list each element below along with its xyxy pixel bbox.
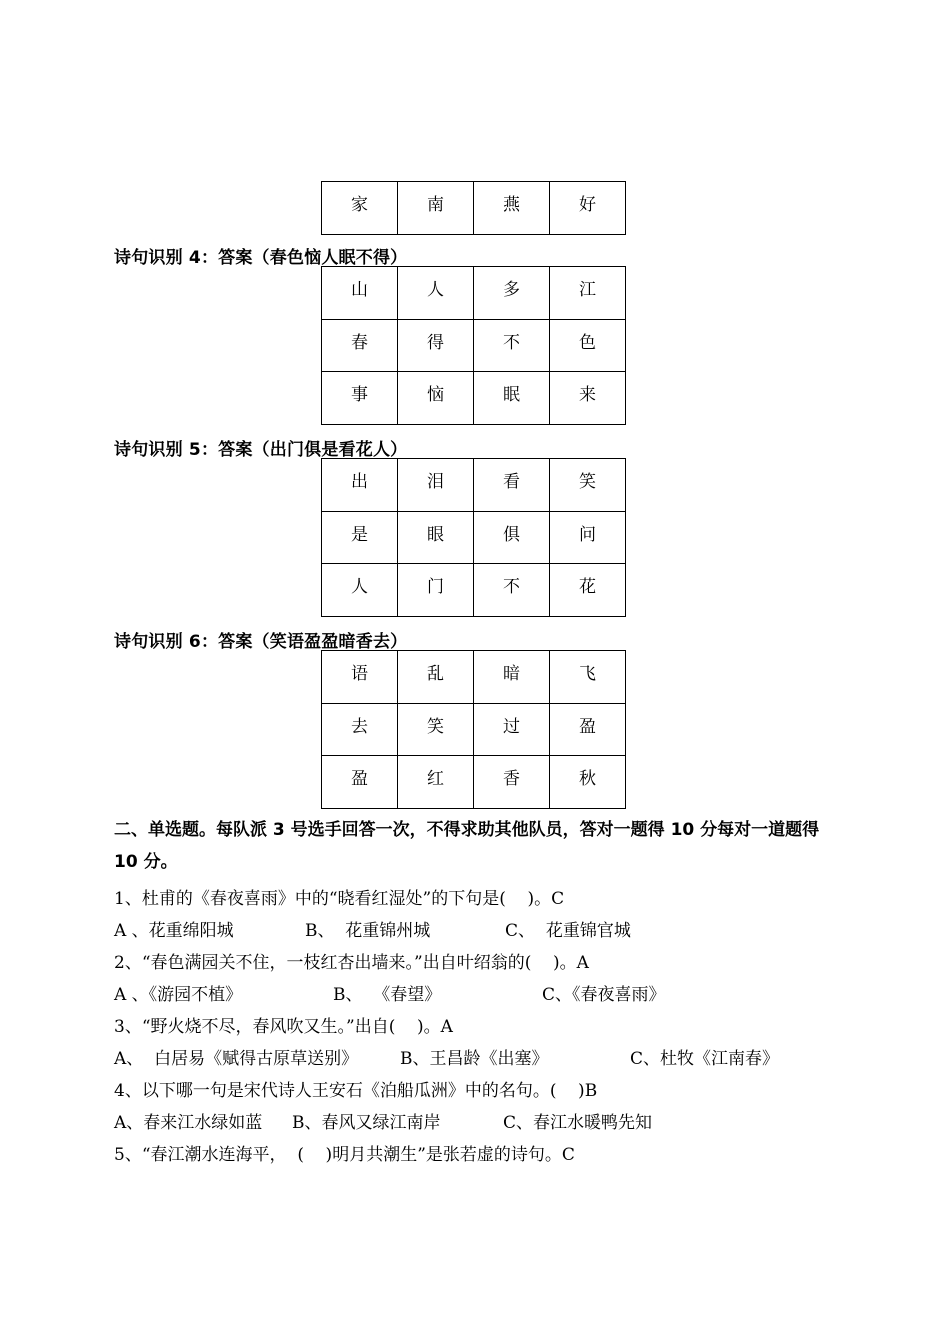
grid-cell: 花 [550,564,626,617]
q1-option-b: B、 花重锦州城 [305,921,431,941]
grid-cell: 家 [322,182,398,235]
char-grid-3-tail [321,181,626,235]
grid-row [322,267,626,320]
grid-cell: 红 [398,756,474,809]
grid-row [322,319,626,372]
grid-cell: 盈 [322,756,398,809]
char-grid-5 [321,458,626,617]
grid-cell: 南 [398,182,474,235]
char-grid-4 [321,266,626,425]
grid-cell: 恼 [398,372,474,425]
grid-cell: 眼 [398,511,474,564]
grid-row [322,651,626,704]
grid-cell: 燕 [474,182,550,235]
grid-row [322,756,626,809]
grid-cell: 去 [322,703,398,756]
grid-cell: 来 [550,372,626,425]
grid-row [322,511,626,564]
grid-row [322,564,626,617]
puzzle-5-heading: 诗句识别 5：答案（出门俱是看花人） [114,440,408,460]
q3-option-a: A、 白居易《赋得古原草送别》 [114,1049,359,1069]
grid-row [322,372,626,425]
q4-option-b: B、春风又绿江南岸 [292,1113,441,1133]
grid-cell: 过 [474,703,550,756]
grid-cell: 泪 [398,459,474,512]
q2-option-a: A 、《游园不植》 [114,985,243,1005]
grid-cell: 江 [550,267,626,320]
grid-cell: 眠 [474,372,550,425]
q2-option-b: B、 《春望》 [333,985,442,1005]
grid-cell: 人 [322,564,398,617]
grid-cell: 笑 [398,703,474,756]
q3-option-c: C、杜牧《江南春》 [630,1049,780,1069]
question-5: 5、“春江潮水连海平， ( )明月共潮生”是张若虚的诗句。C [114,1145,575,1165]
grid-cell: 看 [474,459,550,512]
q3-option-b: B、王昌龄《出塞》 [400,1049,549,1069]
q2-option-c: C、《春夜喜雨》 [542,985,666,1005]
grid-cell: 笑 [550,459,626,512]
grid-row [322,182,626,235]
q1-option-c: C、 花重锦官城 [505,921,631,941]
grid-cell: 不 [474,319,550,372]
grid-cell: 出 [322,459,398,512]
grid-cell: 语 [322,651,398,704]
question-3: 3、“野火烧不尽，春风吹又生。”出自( )。A [114,1017,453,1037]
grid-cell: 人 [398,267,474,320]
grid-row [322,703,626,756]
grid-cell: 盈 [550,703,626,756]
grid-cell: 俱 [474,511,550,564]
grid-cell: 色 [550,319,626,372]
grid-cell: 得 [398,319,474,372]
grid-cell: 是 [322,511,398,564]
question-4: 4、以下哪一句是宋代诗人王安石《泊船瓜洲》中的名句。( )B [114,1081,598,1101]
grid-cell: 飞 [550,651,626,704]
char-grid-6 [321,650,626,809]
grid-cell: 事 [322,372,398,425]
section-2-title: 二、单选题。每队派 3 号选手回答一次，不得求助其他队员，答对一题得 10 分每对一道题得 10 分。 [114,820,820,872]
grid-cell: 秋 [550,756,626,809]
puzzle-4-heading: 诗句识别 4：答案（春色恼人眠不得） [114,248,408,268]
question-1: 1、杜甫的《春夜喜雨》中的“晓看红湿处”的下句是( )。C [114,889,565,909]
q4-option-c: C、春江水暖鸭先知 [503,1113,653,1133]
grid-cell: 乱 [398,651,474,704]
grid-cell: 香 [474,756,550,809]
grid-cell: 春 [322,319,398,372]
question-2: 2、“春色满园关不住，一枝红杏出墙来。”出自叶绍翁的( )。A [114,953,589,973]
q4-option-a: A、春来江水绿如蓝 [114,1113,263,1133]
puzzle-6-heading: 诗句识别 6：答案（笑语盈盈暗香去） [114,632,408,652]
grid-cell: 问 [550,511,626,564]
grid-cell: 不 [474,564,550,617]
grid-cell: 门 [398,564,474,617]
grid-cell: 好 [550,182,626,235]
grid-cell: 山 [322,267,398,320]
grid-cell: 暗 [474,651,550,704]
grid-row [322,459,626,512]
grid-cell: 多 [474,267,550,320]
q1-option-a: A 、花重绵阳城 [114,921,234,941]
